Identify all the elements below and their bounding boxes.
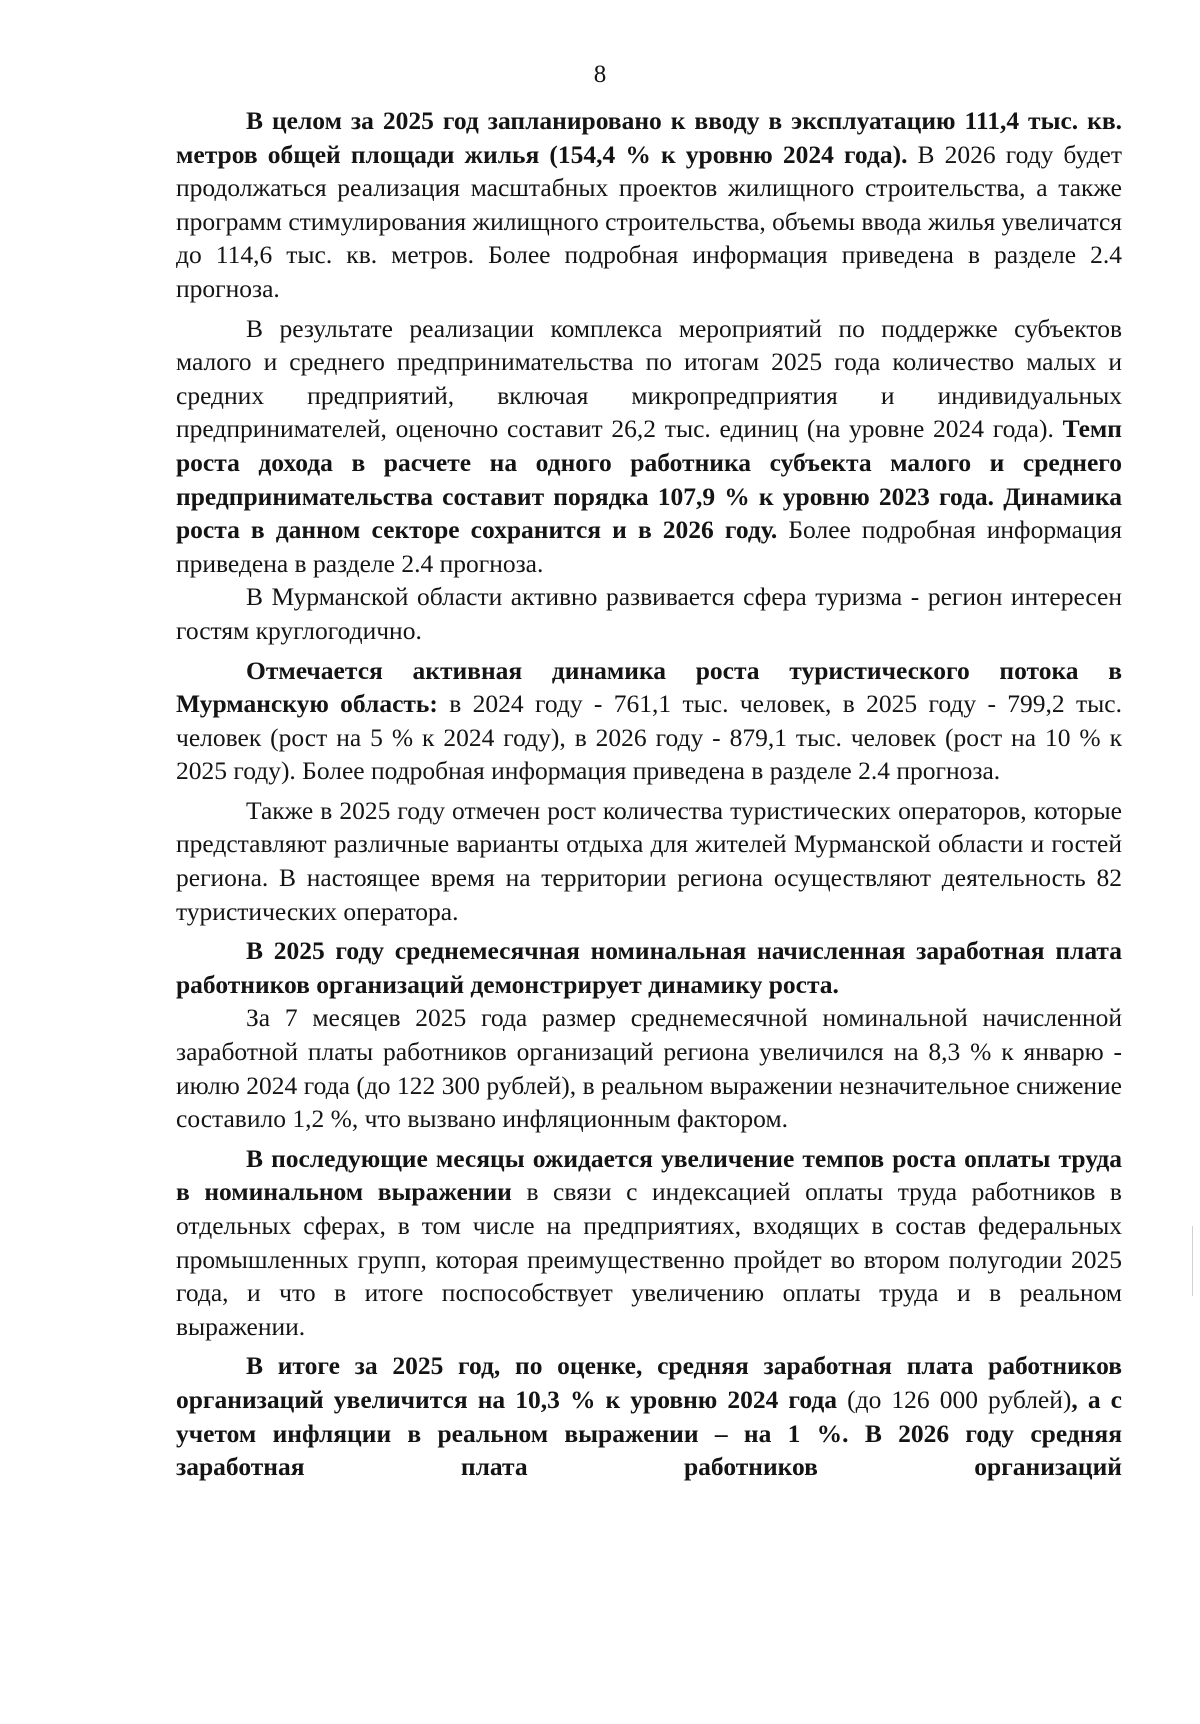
bold-text: В последующие месяцы ожидается увеличение темпов роста оплаты труда в номинальном выражении	[176, 1143, 1122, 1207]
body-text: (до 126 000 рублей)	[837, 1384, 1072, 1414]
scan-margin-mark	[1192, 1226, 1193, 1296]
body-text: В Мурманской области активно развивается сфера туризма - регион интересен гостям круглогодично.	[176, 582, 1122, 645]
paragraph-tour-operators	[176, 794, 1122, 928]
paragraph-year-result	[176, 1349, 1122, 1483]
paragraph-housing	[176, 104, 1122, 306]
bold-text: В итоге за 2025 год, по оценке, средняя заработная плата работников организаций увеличится на 10,3 % к уровню 2024 года	[176, 1351, 1122, 1414]
bold-text: , а с учетом инфляции в реальном выражении – на 1 %. В 2026 году средняя заработная плата работников организаций	[176, 1384, 1122, 1482]
paragraph-tourist-flow	[176, 654, 1122, 788]
paragraph-small-business	[176, 312, 1122, 581]
body-text: За 7 месяцев 2025 года размер среднемесячной номинальной начисленной заработной платы работников организаций региона увеличился на 8,3 % к январю - июлю 2024 года (до 122 300 рублей), в реальном выражении незначительное снижение составило 1,2 %, что вызвано инфляционным фактором.	[176, 1003, 1122, 1134]
body-text: в связи с индексацией оплаты труда работников в отдельных сферах, в том числе на предприятиях, входящих в состав федеральных промышленных групп, которая преимущественно пройдет во втором полугодии 2025 года, и что в итоге поспособствует увеличению оплаты труда и в реальном выражении.	[176, 1177, 1122, 1341]
paragraph-seven-months	[176, 1001, 1122, 1135]
body-text: Более подробная информация приведена в разделе 2.4 прогноза.	[176, 515, 1122, 578]
body-text: Также в 2025 году отмечен рост количества туристических операторов, которые представляют различные варианты отдыха для жителей Мурманской области и гостей региона. В настоящее время на территории региона осуществляют деятельность 82 туристических оператора.	[176, 795, 1122, 926]
body-text: В результате реализации комплекса мероприятий по поддержке субъектов малого и среднего предпринимательства по итогам 2025 года количество малых и средних предприятий, включая микропредприятия и индивидуальных предпринимателей, оценочно составит 26,2 тыс. единиц (на уровне 2024 года).	[176, 313, 1122, 444]
page-number: 8	[593, 61, 607, 88]
document-body	[176, 104, 1122, 1484]
bold-text: В 2025 году среднемесячная номинальная начисленная заработная плата работников организаций демонстрирует динамику роста.	[176, 936, 1122, 999]
body-text: В 2026 году будет продолжаться реализация масштабных проектов жилищного строительства, а также программ стимулирования жилищного строительства, объемы ввода жилья увеличатся до 114,6 тыс. кв. метров. Более подробная информация приведена в разделе 2.4 прогноза.	[176, 139, 1123, 303]
paragraph-tourism	[176, 580, 1122, 647]
paragraph-wage-growth	[176, 934, 1122, 1001]
bold-text: Отмечается активная динамика роста туристического потока в Мурманскую область:	[176, 655, 1122, 719]
bold-text: Темп роста дохода в расчете на одного работника субъекта малого и среднего предпринимательства составит порядка 107,9 % к уровню 2023 года. Динамика роста в данном секторе сохранится и в 2026 году.	[176, 414, 1122, 545]
body-text: в 2024 году - 761,1 тыс. человек, в 2025 году - 799,2 тыс. человек (рост на 5 % к 2024 году), в 2026 году - 879,1 тыс. человек (рост на 10 % к 2025 году). Более подробная информация приведена в разделе 2.4 прогноза.	[176, 689, 1122, 786]
bold-text: В целом за 2025 год запланировано к вводу в эксплуатацию 111,4 тыс. кв. метров общей площади жилья (154,4 % к уровню 2024 года).	[176, 106, 1122, 169]
paragraph-coming-months	[176, 1142, 1122, 1344]
